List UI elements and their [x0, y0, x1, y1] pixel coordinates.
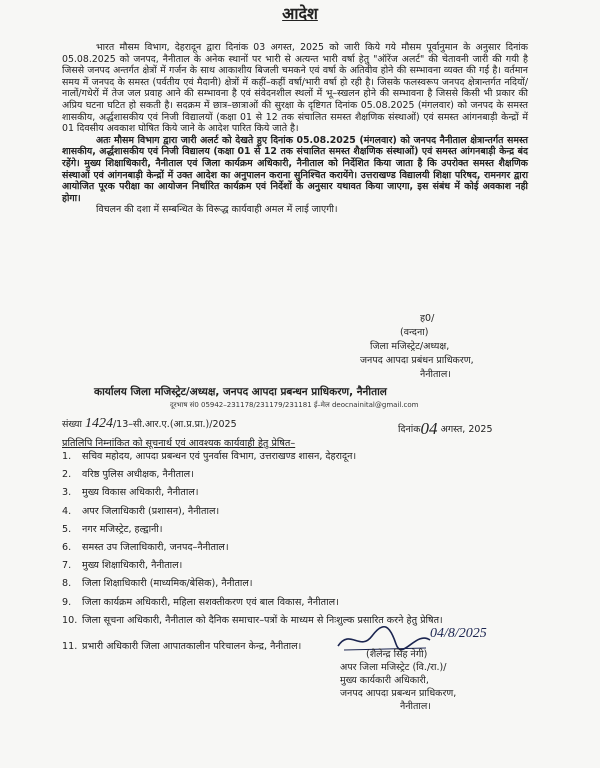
recipient-text: सचिव महोदय, आपदा प्रबन्धन एवं पुनर्वास विभाग, उत्तराखण्ड शासन, देहरादून।	[82, 451, 357, 462]
recipient-text: अपर जिलाधिकारी (प्रशासन), नैनीताल।	[82, 505, 220, 517]
recipient-number: 2.	[62, 469, 72, 481]
secondary-signatory-name: (शैलेन्द्र सिंह नेगी)	[366, 649, 428, 660]
recipient-item	[62, 560, 532, 578]
date-prefix: दिनांक	[398, 424, 421, 435]
recipient-number: 10.	[62, 614, 78, 626]
recipient-number: 8.	[62, 578, 72, 590]
recipient-number: 11.	[62, 640, 78, 652]
recipient-text: जिला कार्यक्रम अधिकारी, महिला सशक्तीकरण एवं बाल विकास, नैनीताल।	[82, 596, 339, 608]
recipient-text: मुख्य विकास अधिकारी, नैनीताल।	[82, 487, 199, 499]
recipient-item	[62, 469, 532, 487]
order-paragraph-1: भारत मौसम विभाग, देहरादून द्वारा दिनांक 03 अगस्त, 2025 को जारी किये गये मौसम पूर्वानुमान के अनुसार दिनांक 05.08.2025 को जनपद, नैनीताल के अनेक स्थानों पर भारी से अत्यन्त भारी वर्षा हेतु "ऑरेंज अलर्ट" की चेतावनी जारी की गयी है जिससे जनपद अन्तर्गत क्षेत्रों में गर्जन के साथ आकाशीय बिजली चमकने एवं वर्षा के अतिवीव होने की सम्भावना व्यक्त की गई है। वर्तमान समय में जनपद के समस्त (पर्वतीय एवं मैदानी) क्षेत्रों में कहीं–कहीं वर्षा/भारी वर्षा हो रही है। जिसके फलस्वरूप जनपद क्षेत्रान्तर्गत नदियों/नालों/गधेरों में तेज जल प्रवाह आने की सम्भावना है एवं संवेदनशील स्थलों में भू–स्खलन होने की सम्भावना है जिससे किसी भी प्रकार की अप्रिय घटना घटित हो सकती है। सदक्रम में छात्र–छात्राओं की सुरक्षा के दृष्टिगत दिनांक 05.08.2025 (मंगलवार) को जनपद के समस्त शासकीय, अर्द्धशासकीय एवं निजी विद्यालयों (कक्षा 01 से 12 तक संचालित समस्त शैक्षणिक संस्थाओं) एवं समस्त आंगनबाड़ी केन्द्रों में 01 दिवसीय अवकाश घोषित किये जाने के आदेश पारित किये जाते है।	[62, 42, 528, 135]
order-body	[62, 42, 528, 216]
recipient-text: प्रभारी अधिकारी जिला आपातकालीन परिचालन केन्द्र, नैनीताल।	[82, 640, 302, 652]
reference-date	[398, 419, 493, 439]
copy-to-line: प्रतिलिपि निम्नांकित को सूचनार्थ एवं आवश्यक कार्यवाही हेतु प्रेषित–	[62, 438, 296, 449]
recipient-item	[62, 578, 532, 596]
secondary-role: मुख्य कार्यकारी अधिकारी,	[340, 675, 429, 686]
recipient-item	[62, 597, 532, 615]
recipient-item	[62, 524, 532, 542]
recipient-item	[62, 487, 532, 505]
signatory-name: (वन्दना)	[400, 327, 429, 338]
order-paragraph-3: विचलन की दशा में सम्बन्धित के विरूद्ध कार्यवाही अमल में लाई जाएगी।	[96, 204, 338, 216]
signature-date: 04/8/2025	[430, 626, 487, 641]
office-heading: कार्यालय जिला मजिस्ट्रेट/अध्यक्ष, जनपद आपदा प्रबन्धन प्राधिकरण, नैनीताल	[94, 386, 387, 398]
recipient-text: नगर मजिस्ट्रेट, हल्द्वानी।	[82, 523, 163, 535]
secondary-authority: जनपद आपदा प्रबन्धन प्राधिकरण,	[340, 688, 457, 699]
order-title: आदेश	[282, 4, 318, 23]
order-paragraph-2: अतः मौसम विभाग द्वारा जारी अलर्ट को देखते हुए दिनांक 05.08.2025 (मंगलवार) को जनपद नैनीताल क्षेत्रान्तर्गत समस्त शासकीय, अर्द्धशासकीय एवं निजी विद्यालय (कक्षा 01 से 12 तक संचालित समस्त शैक्षणिक संस्थाओं) एवं समस्त आंगनबाड़ी केन्द्र बंद रहेंगे। मुख्य शिक्षाधिकारी, नैनीताल एवं जिला कार्यक्रम अधिकारी, नैनीताल को निर्देशित किया जाता है कि उपरोक्त समस्त शैक्षणिक संस्थाओं एवं आंगनबाड़ी केन्द्रों में उक्त आदेश का अनुपालन कराना सुनिश्चित करायेंगे। उत्तराखण्ड विद्यालयी शिक्षा परिषद, रामनगर द्वारा आयोजित पूरक परीक्षा का आयोजन निर्धारित कार्यक्रम एवं निर्देशों के अनुसार यथावत किया जाएगा, इस संबंध में कोई अवकाश नही होगा।	[62, 134, 528, 204]
reference-suffix: /13–सी.आर.ए.(आ.प्र.प्रा.)/2025	[112, 419, 237, 430]
secondary-location: नैनीताल।	[400, 701, 431, 712]
recipient-number: 3.	[62, 487, 72, 499]
recipient-text: जिला सूचना अधिकारी, नैनीताल को दैनिक समाचार–पत्रों के माध्यम से निःशुल्क प्रसारित करने हेतु प्रेषित।	[82, 614, 443, 626]
recipient-item	[62, 451, 532, 469]
reference-number	[62, 416, 237, 432]
date-handwritten-day: 04	[420, 419, 438, 438]
recipient-number: 5.	[62, 523, 72, 535]
office-contact: दूरभाष सं0 05942–231178/231179/231181 ई–मेल deocnainital@gmail.com	[170, 401, 419, 409]
signature-block-secondary	[340, 648, 540, 713]
signed-mark: ह0/	[420, 313, 435, 324]
recipient-number: 6.	[62, 541, 72, 553]
recipient-item	[62, 506, 532, 524]
recipient-text: समस्त उप जिलाधिकारी, जनपद–नैनीताल।	[82, 541, 229, 553]
signatory-designation: जिला मजिस्ट्रेट/अध्यक्ष,	[370, 341, 450, 352]
signatory-location: नैनीताल।	[420, 369, 451, 380]
recipient-number: 1.	[62, 451, 72, 462]
recipient-text: मुख्य शिक्षाधिकारी, नैनीताल।	[82, 560, 183, 572]
recipient-text: वरिष्ठ पुलिस अधीक्षक, नैनीताल।	[82, 469, 194, 481]
date-suffix: अगस्त, 2025	[440, 424, 493, 435]
reference-handwritten-number: 1424	[84, 416, 113, 431]
secondary-designation: अपर जिला मजिस्ट्रेट (वि./रा.)/	[340, 662, 447, 673]
signature-block-primary	[360, 312, 520, 382]
recipient-item	[62, 542, 532, 560]
recipient-number: 9.	[62, 596, 72, 608]
recipient-text: जिला शिक्षाधिकारी (माध्यमिक/बेसिक), नैनीताल।	[82, 578, 253, 590]
recipient-number: 4.	[62, 505, 72, 517]
recipient-number: 7.	[62, 560, 72, 572]
reference-prefix: संख्या	[62, 419, 82, 430]
signatory-authority: जनपद आपदा प्रबंधन प्राधिकरण,	[360, 355, 474, 366]
